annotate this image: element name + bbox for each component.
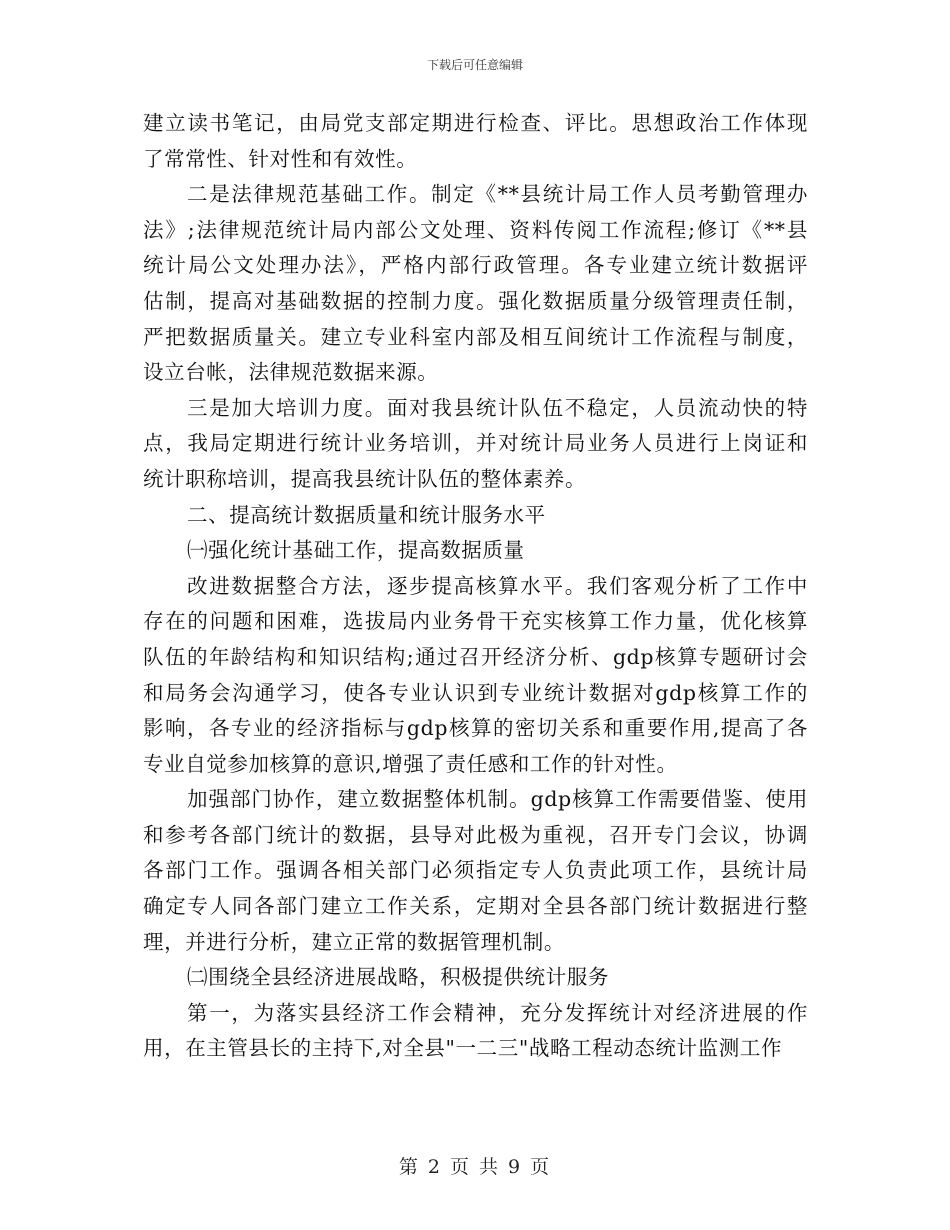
paragraph-line: 改进数据整合方法，逐步提高核算水平。我们客观分析了工作中 <box>187 573 808 598</box>
paragraph-line: 各部门工作。强调各相关部门必须指定专人负责此项工作，县统计局 <box>143 858 808 883</box>
paragraph <box>143 533 808 569</box>
paragraph <box>143 569 808 783</box>
paragraph-line: 建立读书笔记，由局党支部定期进行检查、评比。思想政治工作体现 <box>143 111 808 135</box>
paragraph <box>143 391 808 498</box>
page-footer: 第 2 页 共 9 页 <box>398 1156 552 1178</box>
paragraph-line: 存在的问题和困难，选拔局内业务骨干充实核算工作力量，优化核算 <box>143 609 808 634</box>
paragraph-line: 二、提高统计数据质量和统计服务水平 <box>187 502 546 527</box>
paragraph-line: ㈠强化统计基础工作，提高数据质量 <box>187 538 525 563</box>
paragraph-line: 确定专人同各部门建立工作关系，定期对全县各部门统计数据进行整 <box>143 894 808 919</box>
paragraph-line: 三是加大培训力度。面对我县统计队伍不稳定，人员流动快的特 <box>187 395 808 420</box>
paragraph-line: 设立台帐，法律规范数据来源。 <box>143 360 439 385</box>
paragraph-line: 影响，各专业的经济指标与gdp核算的密切关系和重要作用,提高了各 <box>143 716 808 741</box>
paragraph-line: 和参考各部门统计的数据，县导对此极为重视，召开专门会议，协调 <box>143 822 808 847</box>
paragraph-line: 专业自觉参加核算的意识,增强了责任感和工作的针对性。 <box>143 751 678 776</box>
paragraph-line: 估制，提高对基础数据的控制力度。强化数据质量分级管理责任制， <box>143 288 808 313</box>
paragraph-line: 统计职称培训，提高我县统计队伍的整体素养。 <box>143 466 587 491</box>
page-header-note: 下载后可任意编辑 <box>426 58 523 72</box>
paragraph-line: 二是法律规范基础工作。制定《**县统计局工作人员考勤管理办 <box>187 182 808 207</box>
paragraph-line: 理，并进行分析，建立正常的数据管理机制。 <box>143 929 565 954</box>
paragraph <box>143 996 808 1067</box>
paragraph-line: 法》;法律规范统计局内部公文处理、资料传阅工作流程;修订《**县 <box>143 217 808 242</box>
paragraph <box>143 960 808 996</box>
paragraph-line: ㈡围绕全县经济进展战略，积极提供统计服务 <box>187 965 609 990</box>
document-body <box>143 106 808 1067</box>
paragraph <box>143 106 808 177</box>
paragraph-line: 和局务会沟通学习，使各专业认识到专业统计数据对gdp核算工作的 <box>143 680 808 705</box>
paragraph-line: 了常常性、针对性和有效性。 <box>143 146 418 171</box>
paragraph-line: 第一，为落实县经济工作会精神，充分发挥统计对经济进展的作 <box>187 1000 808 1025</box>
paragraph-line: 点，我局定期进行统计业务培训，并对统计局业务人员进行上岗证和 <box>143 431 808 456</box>
paragraph-line: 队伍的年龄结构和知识结构;通过召开经济分析、gdp核算专题研讨会 <box>143 644 808 669</box>
paragraph-line: 加强部门协作，建立数据整体机制。gdp核算工作需要借鉴、使用 <box>187 787 808 812</box>
paragraph <box>143 782 808 960</box>
paragraph-line: 严把数据质量关。建立专业科室内部及相互间统计工作流程与制度， <box>143 324 808 349</box>
paragraph <box>143 498 808 534</box>
paragraph-line: 用，在主管县长的主持下,对全县"一二三"战略工程动态统计监测工作 <box>143 1036 783 1061</box>
paragraph <box>143 177 808 391</box>
paragraph-line: 统计局公文处理办法》，严格内部行政管理。各专业建立统计数据评 <box>143 253 808 278</box>
